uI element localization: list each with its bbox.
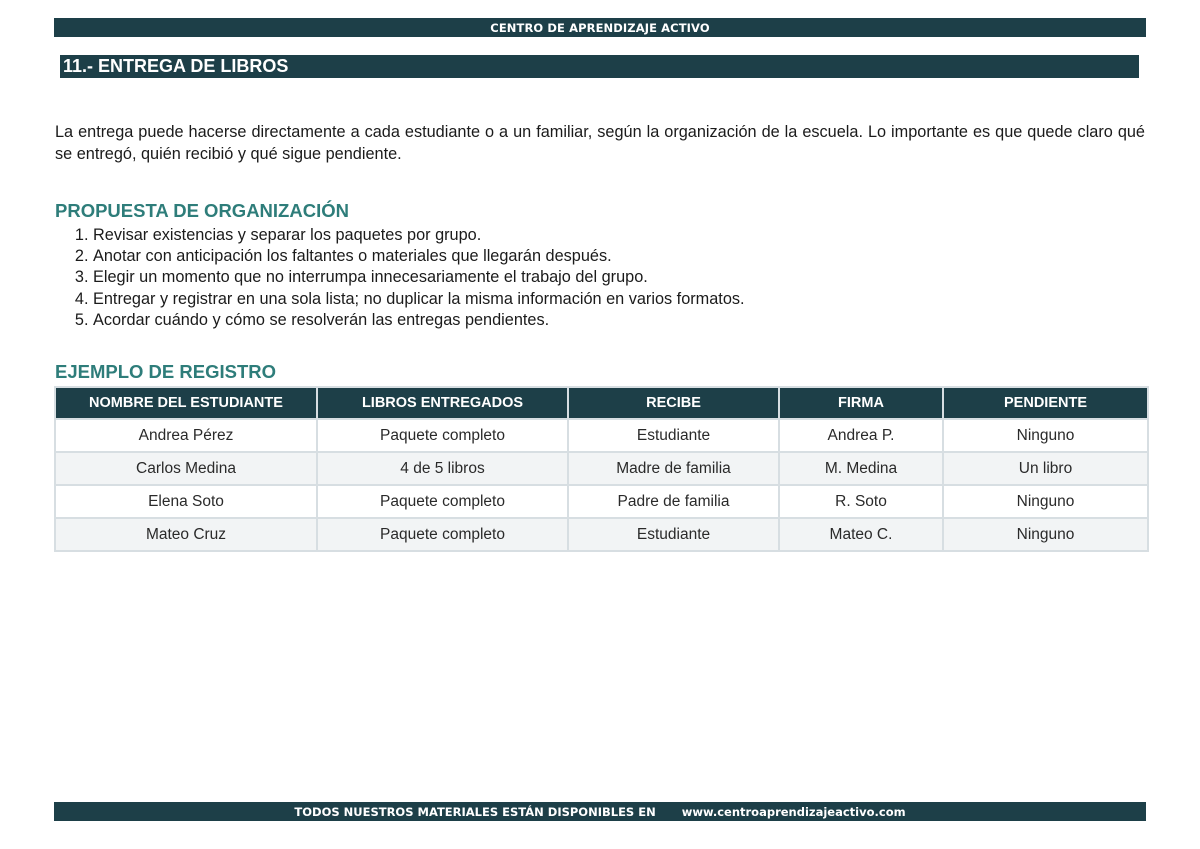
table-cell: Andrea P.: [779, 419, 943, 452]
table-header-row: [55, 387, 1148, 419]
header-banner: CENTRO DE APRENDIZAJE ACTIVO: [54, 18, 1146, 37]
table-row: [55, 485, 1148, 518]
table-cell: Mateo C.: [779, 518, 943, 551]
table-cell: Mateo Cruz: [55, 518, 317, 551]
table-row: [55, 419, 1148, 452]
table-cell: Ninguno: [943, 518, 1148, 551]
column-header-signature: FIRMA: [779, 387, 943, 419]
table-cell: Paquete completo: [317, 518, 568, 551]
intro-paragraph: La entrega puede hacerse directamente a cada estudiante o a un familiar, según la organización de la escuela. Lo importante es que quede claro qué se entregó, quién recibió y qué sigue pendiente.: [55, 123, 1145, 163]
table-cell: Estudiante: [568, 419, 779, 452]
list-item: 3. Elegir un momento que no interrumpa innecesariamente el trabajo del grupo.: [93, 267, 1093, 288]
table-cell: 4 de 5 libros: [317, 452, 568, 485]
column-header-books-delivered: LIBROS ENTREGADOS: [317, 387, 568, 419]
column-header-student-name: NOMBRE DEL ESTUDIANTE: [55, 387, 317, 419]
table-row: [55, 452, 1148, 485]
footer-text: TODOS NUESTROS MATERIALES ESTÁN DISPONIBLES EN: [294, 805, 656, 819]
table-row: [55, 518, 1148, 551]
column-header-pending: PENDIENTE: [943, 387, 1148, 419]
register-heading: EJEMPLO DE REGISTRO: [55, 361, 277, 382]
section-title: 11.- ENTREGA DE LIBROS: [60, 55, 1139, 78]
organization-heading: PROPUESTA DE ORGANIZACIÓN: [55, 200, 349, 221]
table-cell: Un libro: [943, 452, 1148, 485]
footer-banner: [54, 802, 1146, 821]
table-cell: Madre de familia: [568, 452, 779, 485]
list-item: 1. Revisar existencias y separar los paquetes por grupo.: [93, 225, 1093, 246]
table-cell: Estudiante: [568, 518, 779, 551]
table-cell: Elena Soto: [55, 485, 317, 518]
footer-url-link[interactable]: www.centroaprendizajeactivo.com: [681, 805, 906, 819]
organization-steps-list: [55, 225, 1093, 331]
table-cell: M. Medina: [779, 452, 943, 485]
list-item: 5. Acordar cuándo y cómo se resolverán las entregas pendientes.: [93, 310, 1093, 331]
list-item: 2. Anotar con anticipación los faltantes o materiales que llegarán después.: [93, 246, 1093, 267]
table-cell: Padre de familia: [568, 485, 779, 518]
table-cell: Paquete completo: [317, 485, 568, 518]
list-item: 4. Entregar y registrar en una sola lista; no duplicar la misma información en varios formatos.: [93, 289, 1093, 310]
table-cell: Andrea Pérez: [55, 419, 317, 452]
table-cell: R. Soto: [779, 485, 943, 518]
table-cell: Carlos Medina: [55, 452, 317, 485]
table-cell: Ninguno: [943, 485, 1148, 518]
register-table: [54, 386, 1149, 552]
table-cell: Ninguno: [943, 419, 1148, 452]
table-cell: Paquete completo: [317, 419, 568, 452]
column-header-receives: RECIBE: [568, 387, 779, 419]
